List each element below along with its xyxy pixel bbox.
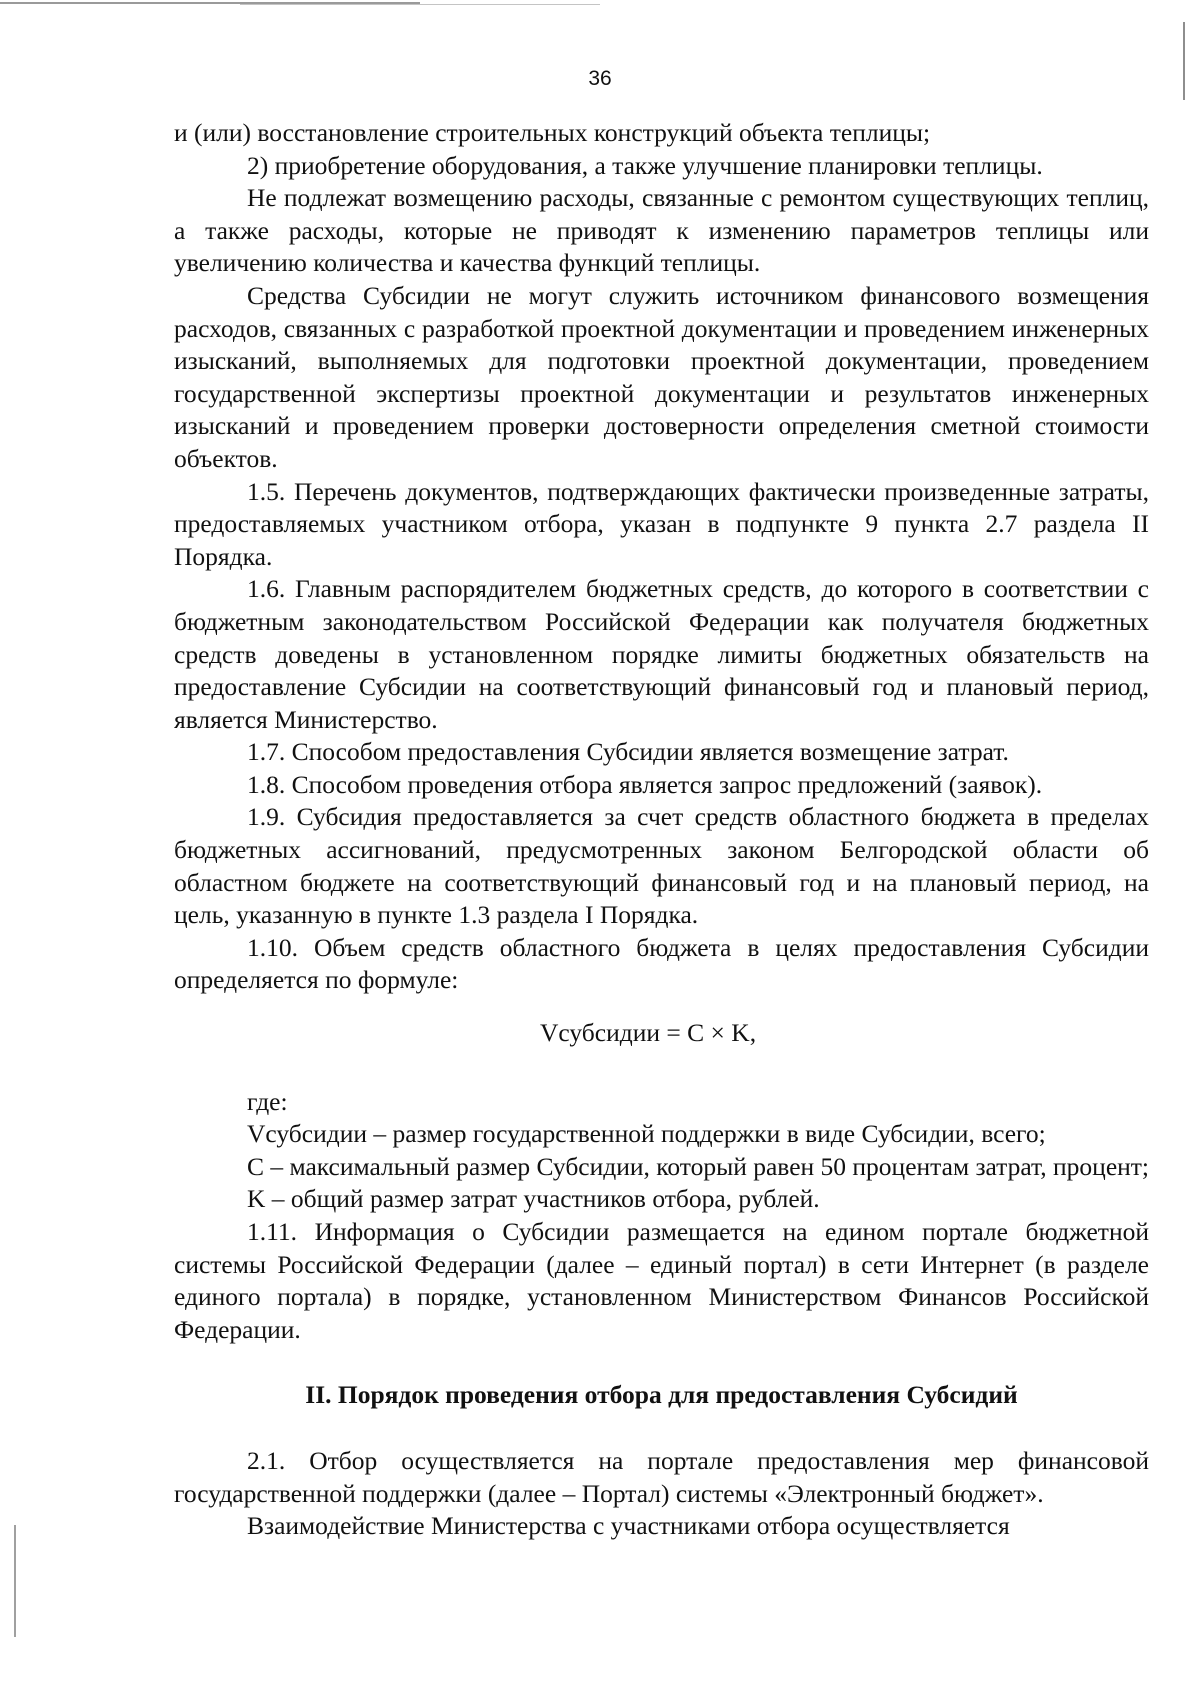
scan-artifact-top-line-faint [240, 4, 600, 5]
paragraph-where: где: [247, 1086, 288, 1116]
paragraph-1-9: 1.9. Субсидия предоставляется за счет средств областного бюджета в пределах бюджетных ассигнований, предусмотренных законом Белгородской области об областном бюджете на соответствующий финансовый год и на плановый период, на цель, указанную в пункте 1.3 раздела I Порядка. [174, 802, 1149, 930]
paragraph-1-11: 1.11. Информация о Субсидии размещается на едином портале бюджетной системы Российской Федерации (далее – единый портал) в сети Интернет (в разделе единого портала) в порядке, установленном Министерством Финансов Российской Федерации. [174, 1217, 1149, 1344]
scan-artifact-left-mark [14, 1525, 16, 1637]
paragraph-1-10: 1.10. Объем средств областного бюджета в целях предоставления Субсидии определяется по формуле: [174, 932, 1149, 995]
document-body [174, 117, 1149, 1543]
paragraph-interaction: Взаимодействие Министерства с участниками отбора осуществляется [247, 1511, 1010, 1541]
paragraph-item-2: 2) приобретение оборудования, а также улучшение планировки теплицы. [247, 150, 1043, 180]
paragraph-continuation: и (или) восстановление строительных конструкций объекта теплицы; [174, 118, 931, 147]
paragraph-funds-restriction: Средства Субсидии не могут служить источником финансового возмещения расходов, связанных с разработкой проектной документации и проведением инженерных изысканий, выполняемых для подготовки проектной документации, проведением государственной экспертизы проектной документации и результатов инженерных изысканий и проведением проверки достоверности определения сметной стоимости объектов. [174, 280, 1149, 473]
section-heading: II. Порядок проведения отбора для предоставления Субсидий [305, 1380, 1018, 1410]
paragraph-1-7: 1.7. Способом предоставления Субсидии является возмещение затрат. [247, 737, 1009, 767]
formula: Vсубсидии = С × K, [540, 1018, 757, 1048]
paragraph-v-definition: Vсубсидии – размер государственной поддержки в виде Субсидии, всего; [247, 1119, 1046, 1149]
paragraph-1-6: 1.6. Главным распорядителем бюджетных средств, до которого в соответствии с бюджетным законодательством Российской Федерации как получателя бюджетных средств доведены в установленном порядке лимиты бюджетных обязательств на предоставление Субсидии на соответствующий финансовый год и плановый период, является Министерство. [174, 574, 1149, 734]
paragraph-c-definition: С – максимальный размер Субсидии, который равен 50 процентам затрат, процент; [247, 1151, 1150, 1181]
paragraph-2-1: 2.1. Отбор осуществляется на портале предоставления мер финансовой государственной поддержки (далее – Портал) системы «Электронный бюджет». [174, 1445, 1149, 1508]
page-number: 36 [588, 67, 612, 90]
paragraph-1-5: 1.5. Перечень документов, подтверждающих фактически произведенные затраты, предоставляемых участником отбора, указан в подпункте 9 пункта 2.7 раздела II Порядка. [174, 476, 1149, 571]
paragraph-1-8: 1.8. Способом проведения отбора является запрос предложений (заявок). [247, 769, 1043, 799]
paragraph-k-definition: K – общий размер затрат участников отбора, рублей. [247, 1184, 820, 1214]
paragraph-non-reimbursable: Не подлежат возмещению расходы, связанные с ремонтом существующих теплиц, а также расходы, которые не приводят к изменению параметров теплицы или увеличению количества и качества функций теплицы. [174, 183, 1149, 278]
